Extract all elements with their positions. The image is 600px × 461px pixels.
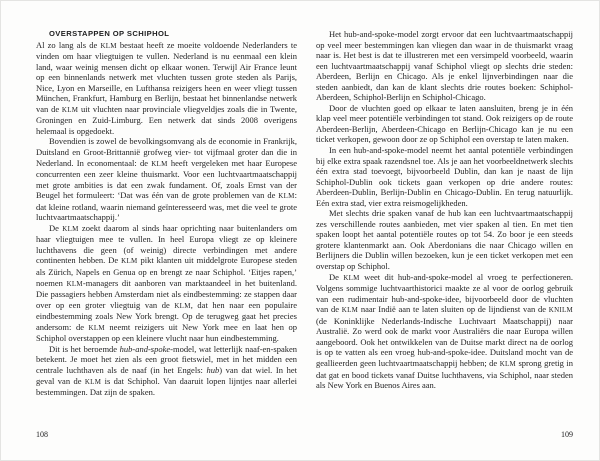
left-page-text <box>36 29 297 398</box>
chapter-header: OVERSTAPPEN OP SCHIPHOL <box>49 29 170 38</box>
page-number-left: 108 <box>36 430 48 439</box>
right-page-paragraphs <box>316 29 573 391</box>
paragraph: De KLM zoekt daarom al sinds haar oprichting naar buitenlanders om haar vliegtuigen mee te vullen. In heel Europa vliegt ze op kleinere luchthavens die geen (of weinig) directe verbindingen met andere continenten hebben. De KLM pikt klanten uit middelgrote Europese steden als Zürich, Napels en Genua op en brengt ze naar Schiphol. ‘Eitjes rapen,’ noemen KLM-managers dit aanboren van marktaandeel in het buitenland. Die passagiers hebben Amsterdam niet als eindbestemming: ze stappen daar over op een groter vliegtuig van de KLM, dat hen naar een populaire eindbestemming zoals New York brengt. Op de terugweg gaat het precies andersom: de KLM neemt reizigers uit New York mee en laat hen op Schiphol overstappen op een kleinere vlucht naar hun eindbestemming. <box>36 222 297 344</box>
paragraph: In een hub-and-spoke-model neemt het aantal potentiële verbindingen bij elke extra spaak razendsnel toe. Als je aan het voorbeeldnetwerk slechts één extra stad toevoegt, bijvoorbeeld Dublin, dan kan je naast de lijn Schiphol-Dublin ook tickets gaan verkopen op drie andere routes: Aberdeen-Dublin, Berlijn-Dublin en Chicago-Dublin. En terug natuurlijk. Eén extra stad, vier extra reismogelijkheden. <box>316 145 573 208</box>
paragraph: Door de vluchten goed op elkaar te laten aansluiten, breng je in één klap veel meer potentiële verbindingen tot stand. Ook reizigers op de route Aberdeen-Berlijn, Aberdeen-Chicago en Berlijn-Chicago kan je nu een ticket verkopen, gewoon door ze op Schiphol een overstap te laten maken. <box>316 102 573 145</box>
paragraph: Dit is het beroemde hub-and-spoke-model, wat letterlijk naaf-en-spaken betekent. Je moet het zien als een groot fietswiel, met in het midden een centrale luchthaven als de naaf (in het Engels: hub) van dat wiel. In het geval van de KLM is dat Schiphol. Van daaruit lopen lijntjes naar allerlei bestemmingen. Dat zijn de spaken. <box>36 343 298 398</box>
paragraph: Het hub-and-spoke-model zorgt ervoor dat een luchtvaartmaatschappij op veel meer bestemmingen kan vliegen dan waar in de thuismarkt vraag naar is. Het best is dat te illustreren met een versimpeld voorbeeld, waarin een luchtvaartmaatschappij vanaf Schiphol vliegt op slechts drie steden: Aberdeen, Berlijn en Chicago. Als je enkel lijnverbindingen naar die steden aanbiedt, dan kan de klant slechts drie routes boeken: Schiphol-Aberdeen, Schiphol-Berlijn en Schiphol-Chicago. <box>316 29 573 103</box>
paragraph: Bovendien is zowel de bevolkingsomvang als de economie in Frankrijk, Duitsland en Groot-Brittannië grofweg vier- tot vijfmaal groter dan die in Nederland. In economentaal: de KLM heeft vergeleken met haar Europese concurrenten een zeer kleine thuismarkt. Voor een luchtvaartmaatschappij met grote ambities is dat een zwak fundament. Of, zoals Ernst van der Beugel het formuleert: ‘Dat was één van de grote problemen van de KLM: dat kleine rotland, waarin niemand geïnteresseerd was, met die veel te grote luchtvaartmaatschappij.’ <box>36 136 298 223</box>
paragraph: Met slechts drie spaken vanaf de hub kan een luchtvaartmaatschappij zes verschillende routes aanbieden, met vier spaken al tien. En met tien spaken loopt het aantal potentiële routes op tot 54. Zo boor je een steeds grotere klantenmarkt aan. Ook Aberdonians die naar Chicago willen en Berlijners die Dublin willen bezoeken, kun je een ticket verkopen met een overstap op Schiphol. <box>316 208 573 272</box>
left-page-paragraphs <box>36 40 297 398</box>
paragraph: De KLM weet dit hub-and-spoke-model al vroeg te perfectioneren. Volgens sommige luchtvaarthistorici maakte ze al voor de oorlog gebruik van een rudimentair hub-and-spoke-idee, bijvoorbeeld door de vluchten van de KLM naar Indië aan te laten sluiten op de lijndienst van de KNILM (de Koninklijke Nederlands-Indische Luchtvaart Maatschappij) naar Australië. Zo werd ook de markt voor Australiërs die naar Europa willen aangeboord. Ook het ontwikkelen van de Duitse markt direct na de oorlog is op te vatten als een vroeg hub-and-spoke-idee. Duitsland mocht van de geallieerden geen luchtvaartmaatschappij hebben; de KLM sprong gretig in dat gat en bood tickets vanaf Duitse luchthavens, via Schiphol, naar steden als New York en Buenos Aires aan. <box>316 271 573 391</box>
page-number-right: 109 <box>561 430 573 439</box>
right-page-text <box>316 29 573 391</box>
paragraph: Al zo lang als de KLM bestaat heeft ze moeite voldoende Nederlanders te vinden om haar vliegtuigen te vullen. Nederland is nu eenmaal een klein land, waar weinig mensen dicht op elkaar wonen. Terwijl Air France leunt op een binnenlands netwerk met vluchten tussen grote steden als Parijs, Nice, Lyon en Marseille, en Lufthansa reizigers heen en weer vliegt tussen München, Frankfurt, Hamburg en Berlijn, bestaat het binnenlandse netwerk van de KLM uit vluchten naar provinciale vliegveldjes zoals die in Twente, Groningen en Zuid-Limburg. Een netwerk dat sinds 2008 overigens helemaal is opgedoekt. <box>36 39 298 136</box>
